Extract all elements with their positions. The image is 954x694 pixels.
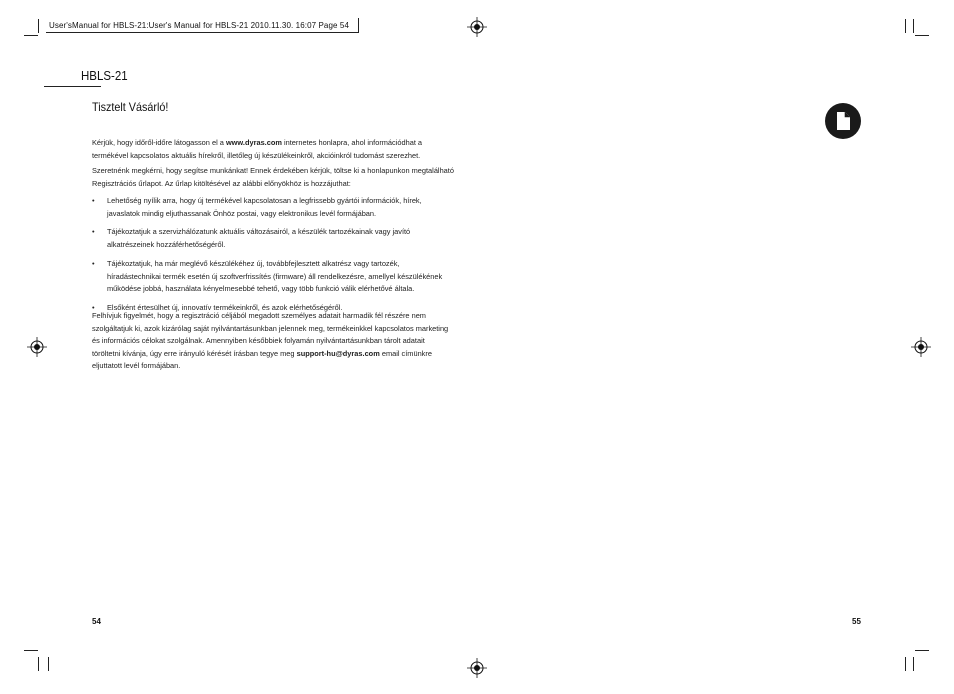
- bullet-mark: •: [92, 258, 95, 268]
- greeting-heading: Tisztelt Vásárló!: [92, 100, 169, 114]
- crop-mark: [905, 19, 906, 33]
- bullet-mark: •: [92, 303, 95, 313]
- list-item-text: Elsőként értesülhet új, innovatív termékeinkről, és azok elérhetőségéről.: [107, 303, 343, 313]
- document-icon: [825, 103, 861, 139]
- support-email-link[interactable]: support-hu@dyras.com: [296, 348, 380, 358]
- crop-mark: [24, 35, 38, 36]
- crop-mark: [905, 657, 906, 671]
- model-header: HBLS-21: [81, 69, 128, 83]
- privacy-text: Felhívjuk figyelmét, hogy a regisztráció céljából megadott személyes adatait harmadik fél részére nem szolgáltatjuk ki, azok kizárólag saját nyilvántartásunkban jelennek meg, termékeinkkel kapcsolatos marketing és információs célokat szolgálnak. Amennyiben későbbiek folyamán nyilvántartásunkban tárolt adatait töröltetni kívánja, úgy erre irányuló kérését írásban tegye meg: [92, 311, 449, 358]
- list-item-text: Tájékoztatjuk a szervizhálózatunk aktuális változásairól, a készülék tartozékainak vagy javító alkatrészeinek hozzáférhetőségéről.: [107, 227, 411, 250]
- header-rule: [44, 86, 101, 87]
- benefit-list: [92, 195, 454, 321]
- list-item: [92, 226, 454, 251]
- website-link[interactable]: www.dyras.com: [225, 138, 282, 147]
- crop-mark: [915, 35, 929, 36]
- crop-mark: [913, 19, 914, 33]
- list-item: [92, 195, 454, 220]
- registration-mark-icon: [27, 337, 47, 357]
- privacy-text: email címünkre eljuttatott levél formájában.: [92, 348, 432, 371]
- bullet-mark: •: [92, 196, 95, 205]
- page-number-left: 54: [92, 617, 101, 626]
- crop-mark: [913, 657, 914, 671]
- intro-paragraph: [92, 137, 454, 162]
- slug-line: User'sManual for HBLS-21:User's Manual for HBLS-21 2010.11.30. 16:07 Page 54: [49, 21, 350, 30]
- registration-mark-icon: [467, 17, 487, 37]
- request-paragraph: Szeretnénk megkérni, hogy segítse munkánkat! Ennek érdekében kérjük, töltse ki a honlapunkon megtalálható Regisztrációs űrlapot. Az űrlap kitöltésével az alábbi előnyökhöz is hozzájuthat:: [92, 166, 454, 188]
- crop-mark: [915, 650, 929, 651]
- registration-mark-icon: [911, 337, 931, 357]
- crop-mark: [38, 19, 39, 33]
- list-item-text: Tájékoztatjuk, ha már meglévő készülékéhez új, továbbfejlesztett alkatrész vagy tartozék, híradástechnikai termék esetén új szoftverfrissítés (firmware) áll rendelkezésre, amellyel készülékének működése jobbá, használata kényelmesebbé tehető, vagy több funkció válik elérhetővé általa.: [107, 258, 443, 294]
- list-item: [92, 258, 454, 296]
- list-item-text: Lehetőség nyílik arra, hogy új termékével kapcsolatosan a legfrissebb gyártói információk, hírek, javaslatok mindig eljuthassanak Önhöz postai, vagy elektronikus levél formájában.: [107, 196, 422, 218]
- crop-mark: [38, 657, 39, 671]
- privacy-paragraph: [92, 310, 454, 373]
- registration-mark-icon: [467, 658, 487, 678]
- crop-mark: [48, 657, 49, 671]
- page-number-right: 55: [852, 617, 861, 626]
- intro-text: Kérjük, hogy időről-időre látogasson el a: [92, 138, 226, 147]
- document-icon: [825, 103, 861, 139]
- bullet-mark: •: [92, 227, 95, 237]
- intro-text: internetes honlapra, ahol információdhat a termékével kapcsolatos aktuális hírekről, illetőleg új készülékeinkről, akcióinkról tudomást szerezhet.: [92, 138, 423, 160]
- crop-mark: [24, 650, 38, 651]
